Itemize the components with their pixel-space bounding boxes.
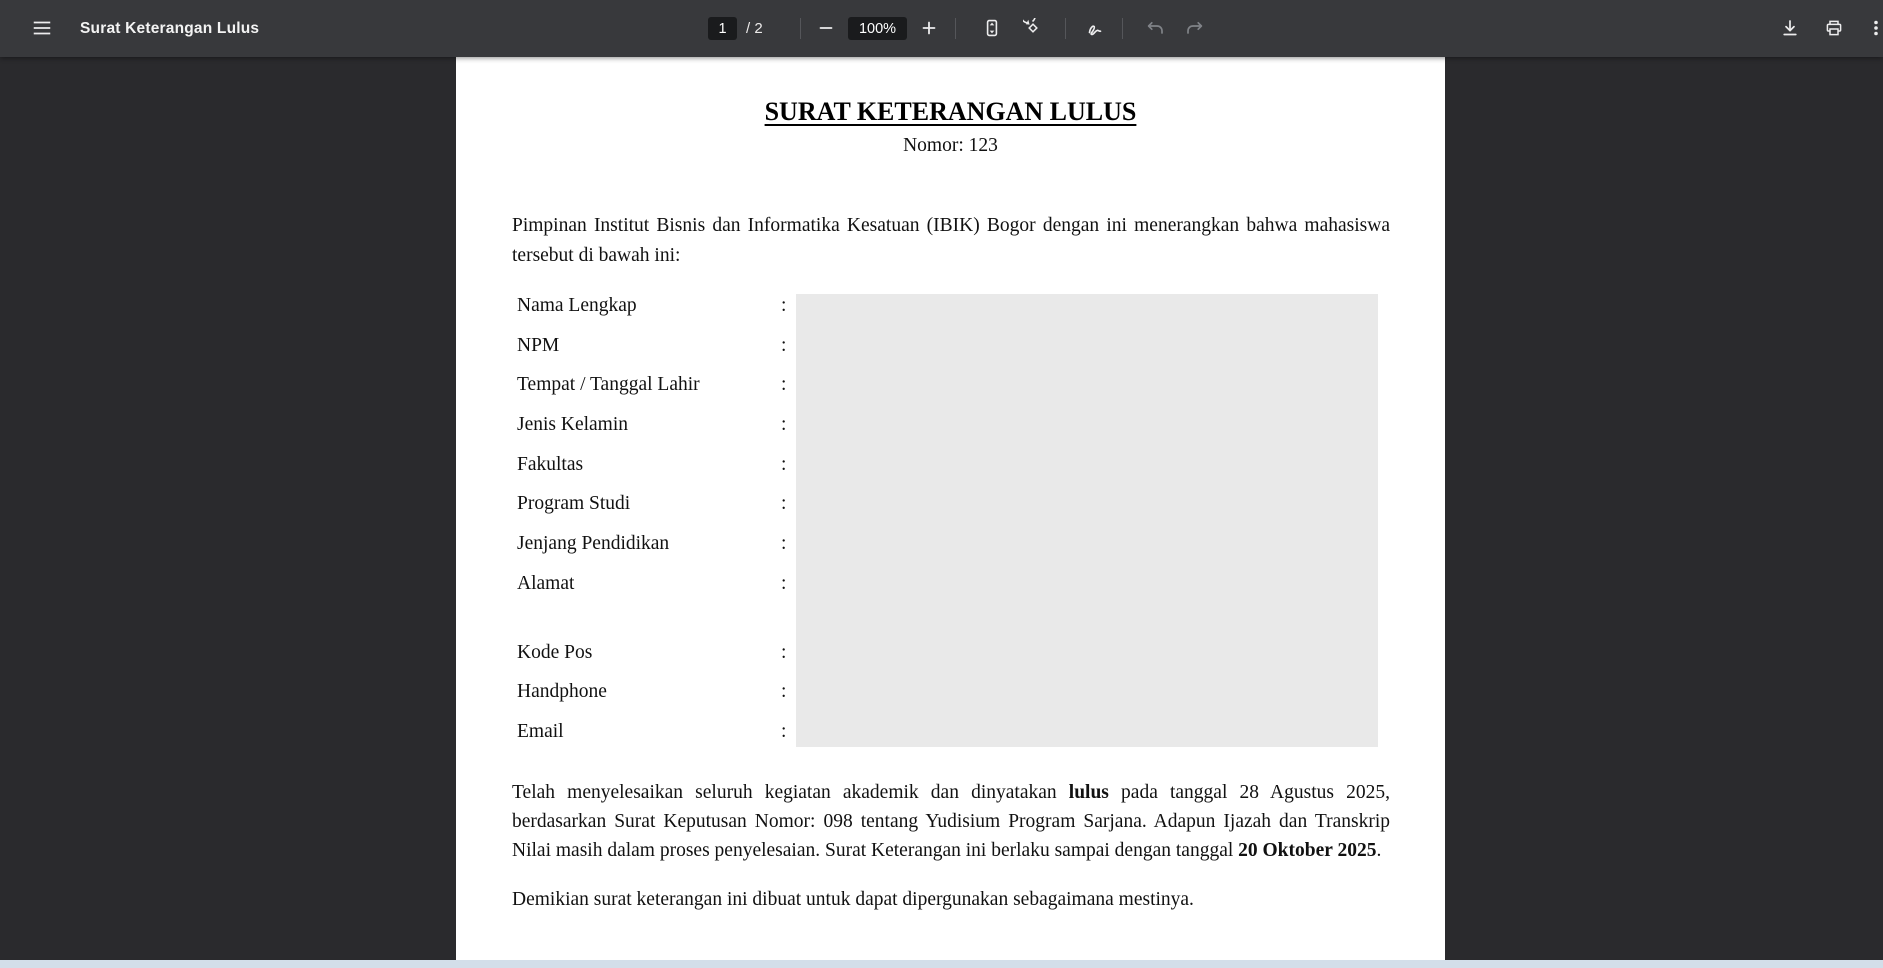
toolbar-divider bbox=[1065, 18, 1066, 39]
page-number-input[interactable] bbox=[708, 17, 737, 40]
field-row bbox=[456, 643, 1445, 683]
field-colon: : bbox=[781, 453, 787, 475]
field-label: Jenis Kelamin bbox=[517, 414, 629, 436]
letter-title: SURAT KETERANGAN LULUS bbox=[764, 97, 1137, 126]
field-row bbox=[456, 455, 1445, 495]
undo-icon[interactable] bbox=[1139, 12, 1171, 44]
field-label: Email bbox=[517, 720, 564, 742]
field-label: NPM bbox=[517, 334, 560, 356]
zoom-level-value[interactable]: 100% bbox=[848, 17, 907, 40]
field-label: Handphone bbox=[517, 681, 607, 703]
bottom-edge-strip bbox=[0, 960, 1883, 968]
toolbar-divider bbox=[800, 18, 801, 39]
print-icon[interactable] bbox=[1818, 12, 1850, 44]
field-colon: : bbox=[781, 493, 787, 515]
pdf-toolbar bbox=[0, 0, 1883, 57]
field-label: Program Studi bbox=[517, 493, 631, 515]
student-fields-section bbox=[456, 296, 1445, 762]
field-colon: : bbox=[781, 641, 787, 663]
field-row bbox=[456, 415, 1445, 455]
toolbar-divider bbox=[1122, 18, 1123, 39]
closing-paragraph bbox=[512, 778, 1390, 866]
field-label: Kode Pos bbox=[517, 641, 593, 663]
field-colon: : bbox=[781, 374, 787, 396]
field-row bbox=[456, 296, 1445, 336]
zoom-in-icon[interactable] bbox=[913, 12, 945, 44]
fit-page-icon[interactable] bbox=[976, 12, 1008, 44]
draw-annotate-icon[interactable] bbox=[1079, 12, 1111, 44]
field-label: Alamat bbox=[517, 572, 575, 594]
redo-icon[interactable] bbox=[1179, 12, 1211, 44]
field-row bbox=[456, 682, 1445, 722]
field-row bbox=[456, 722, 1445, 762]
menu-icon[interactable] bbox=[26, 12, 58, 44]
field-colon: : bbox=[781, 414, 787, 436]
pdf-page bbox=[456, 57, 1445, 968]
download-icon[interactable] bbox=[1774, 12, 1806, 44]
more-options-icon[interactable] bbox=[1860, 12, 1883, 44]
toolbar-divider bbox=[955, 18, 956, 39]
field-label: Jenjang Pendidikan bbox=[517, 533, 670, 555]
field-colon: : bbox=[781, 295, 787, 316]
field-colon: : bbox=[781, 334, 787, 356]
closing-text-segment: pada tanggal 28 Agustus 2025, berdasarkan Surat Keputusan Nomor: 098 tentang Yudisium Program Sarjana. Adapun Ijazah dan Transkrip Nilai masih dalam proses penyelesaian. Surat Keterangan ini berlaku sampai dengan tanggal bbox=[512, 781, 1390, 862]
field-row bbox=[456, 574, 1445, 614]
pdf-canvas-area bbox=[0, 57, 1883, 968]
closing-text-segment: Telah menyelesaikan seluruh kegiatan akademik dan dinyatakan bbox=[512, 781, 1069, 803]
field-colon: : bbox=[781, 720, 787, 742]
field-label: Fakultas bbox=[517, 453, 584, 475]
letter-number: Nomor: 123 bbox=[903, 135, 998, 156]
field-row bbox=[456, 375, 1445, 415]
field-colon: : bbox=[781, 681, 787, 703]
field-row bbox=[456, 336, 1445, 376]
field-label: Tempat / Tanggal Lahir bbox=[517, 374, 700, 396]
zoom-out-icon[interactable] bbox=[810, 12, 842, 44]
document-title-toolbar: Surat Keterangan Lulus bbox=[80, 19, 260, 37]
rotate-counterclockwise-icon[interactable] bbox=[1017, 12, 1049, 44]
final-statement: Demikian surat keterangan ini dibuat untuk dapat dipergunakan sebagaimana mestinya. bbox=[512, 889, 1194, 911]
closing-text-segment: . bbox=[1376, 840, 1382, 862]
field-row bbox=[456, 534, 1445, 574]
page-count-label: / 2 bbox=[746, 20, 763, 37]
closing-bold-date: 20 Oktober 2025 bbox=[1238, 840, 1377, 862]
intro-paragraph: Pimpinan Institut Bisnis dan Informatika Kesatuan (IBIK) Bogor dengan ini menerangkan bahwa mahasiswa tersebut di bawah ini: bbox=[512, 215, 1390, 266]
field-label: Nama Lengkap bbox=[517, 295, 637, 316]
closing-bold-lulus: lulus bbox=[1068, 781, 1109, 803]
field-colon: : bbox=[781, 572, 787, 594]
field-row bbox=[456, 494, 1445, 534]
field-colon: : bbox=[781, 533, 787, 555]
